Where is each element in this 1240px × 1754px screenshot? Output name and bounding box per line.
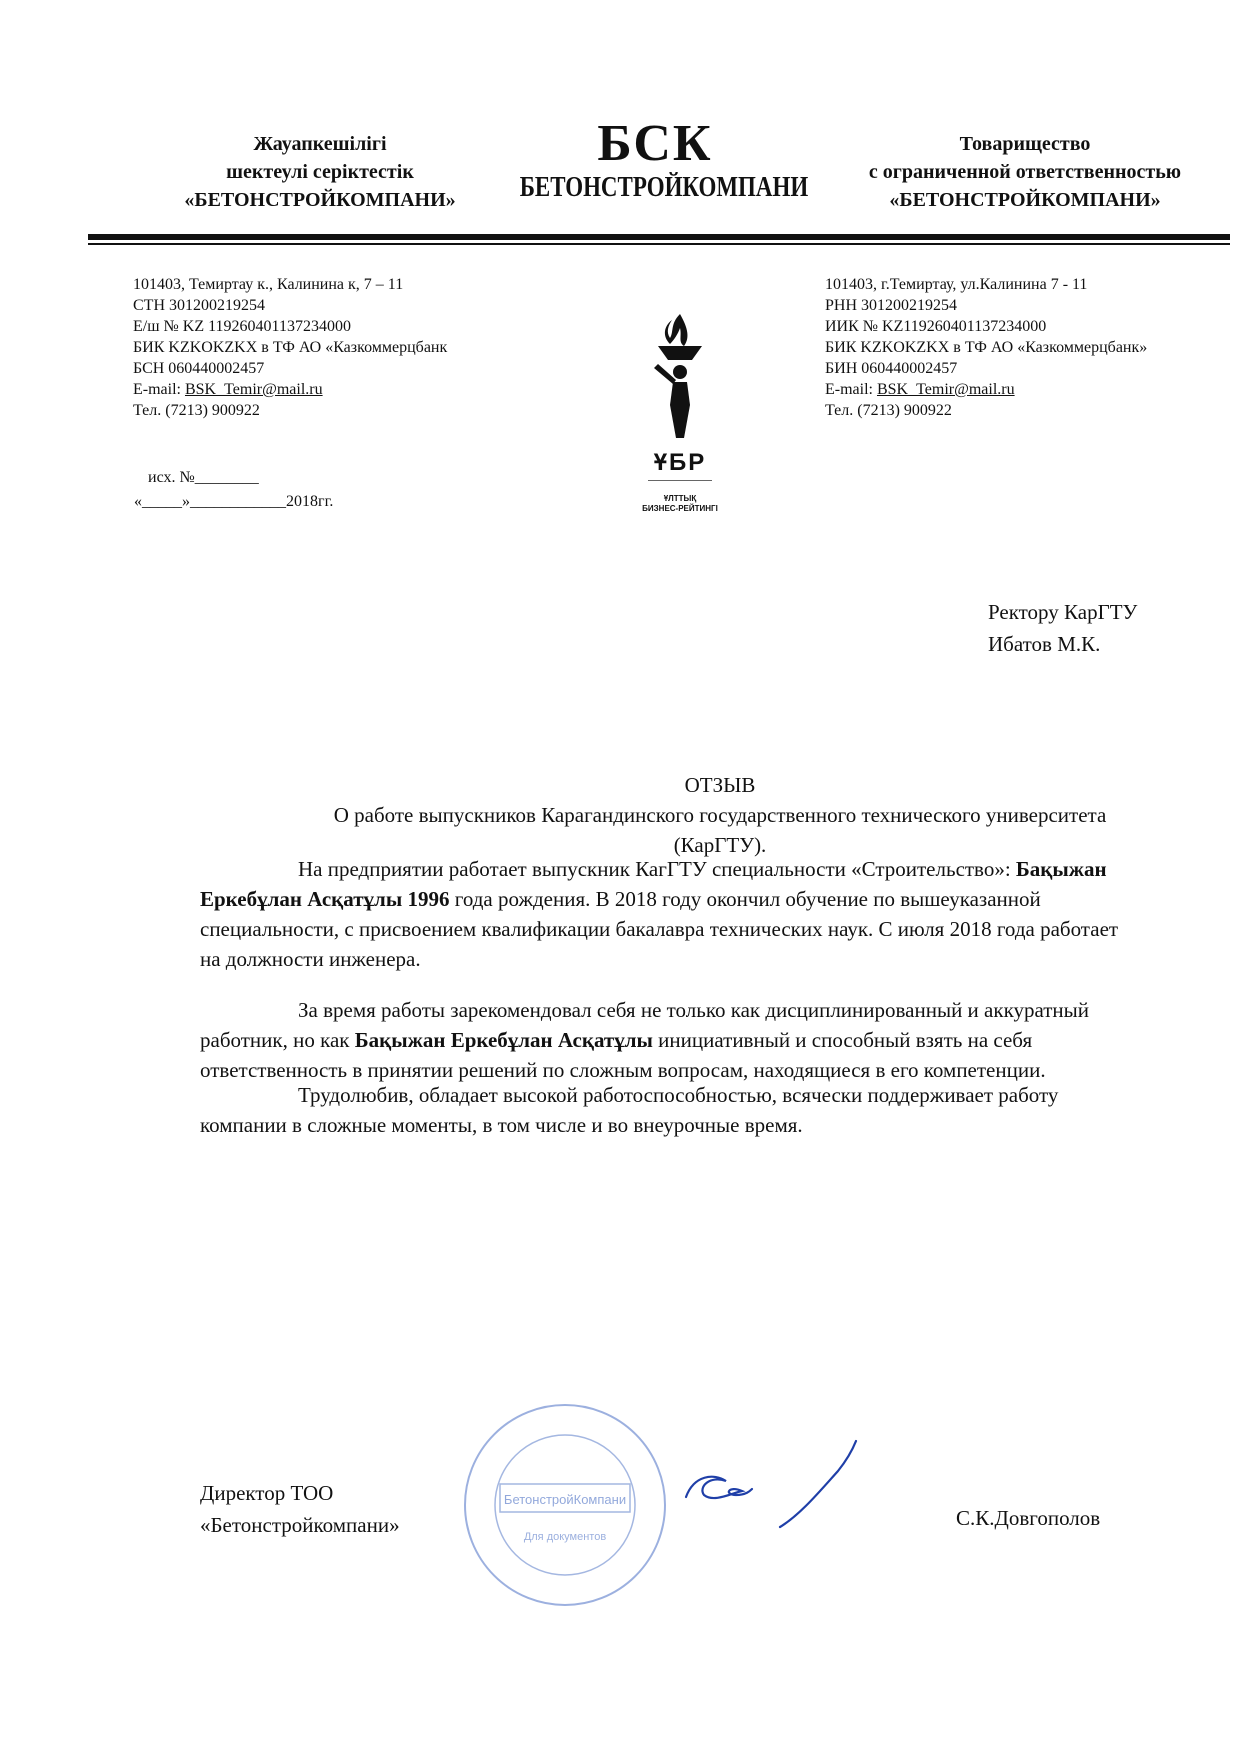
outgoing-number: исх. №________ <box>148 469 259 486</box>
requisite-line: БИК KZKOKZKX в ТФ АО «Казкоммерцбанк» <box>825 339 1148 356</box>
email-link[interactable]: BSK_Temir@mail.ru <box>876 381 1015 398</box>
torch-figure-icon <box>640 310 720 440</box>
header-right-line: Товарищество <box>959 133 1091 155</box>
outgoing-date: «_____»____________2018гг. <box>134 493 334 510</box>
position-line: «Бетонстройкомпани» <box>200 1513 400 1537</box>
letter-subtitle: О работе выпускников Карагандинского государственного технического университета <box>333 803 1107 827</box>
emblem-caption-line: ҰЛТТЫҚ <box>663 494 697 503</box>
header-right-name <box>840 130 1210 214</box>
requisite-email <box>825 379 1225 400</box>
text-run: На предприятии работает выпускник КагГТУ специальности «Строительство»: <box>298 857 1016 881</box>
letter-title: ОТЗЫВ <box>684 773 756 797</box>
signatory-name: С.К.Довгополов <box>956 1506 1101 1530</box>
stamp-center-text: БетонстройКомпани <box>503 1492 627 1507</box>
header-left-line: Жауапкешілігі <box>253 133 387 155</box>
letter-heading <box>200 770 1240 860</box>
text-run: инициативный и способный взять на себя ответственность в принятии решений по сложным вопросам, находящиеся в его компетенции. <box>200 1028 1046 1082</box>
header-right-line: «БЕТОНСТРОЙКОМПАНИ» <box>889 189 1161 211</box>
text-run: года рождения. В 2018 году окончил обучение по вышеуказанной специальности, с присвоением квалификации бакалавра технических наук. С июля 2018 года работает на должности инженера. <box>200 887 1119 971</box>
letter-paragraph-2 <box>200 995 1140 1085</box>
email-label: E-mail: <box>133 381 185 398</box>
requisite-phone: Тел. (7213) 900922 <box>825 402 952 419</box>
emblem-caption-line: БИЗНЕС-РЕЙТИНГІ <box>642 504 718 513</box>
header-right-line: с ограниченной ответственностью <box>868 161 1182 183</box>
position-line: Директор ТОО <box>200 1481 334 1505</box>
header-left-name <box>175 130 465 214</box>
email-label: E-mail: <box>825 381 877 398</box>
requisite-line: ИИК № KZ119260401137234000 <box>825 318 1047 335</box>
requisite-line: БИК KZKOKZKX в ТФ АО «Казкоммерцбанк <box>133 339 448 356</box>
company-logo-name: БЕТОНСТРОЙКОМПАНИ <box>519 172 809 203</box>
requisite-phone: Тел. (7213) 900922 <box>133 402 260 419</box>
employee-name: Бақыжан Еркебұлан Асқатұлы 1996 <box>200 857 1107 911</box>
company-logo-abbr: БСК <box>597 115 713 172</box>
requisite-line: БИН 060440002457 <box>825 360 958 377</box>
addressee-line: Ибатов М.К. <box>988 632 1101 656</box>
emblem-abbr: ҰБР <box>653 449 707 476</box>
requisite-address: 101403, г.Темиртау, ул.Калинина 7 - 11 <box>825 276 1088 293</box>
requisites-left <box>133 274 573 421</box>
emblem-divider <box>648 480 712 481</box>
addressee <box>988 596 1137 660</box>
employee-name: Бақыжан Еркебұлан Асқатұлы <box>354 1028 653 1052</box>
letter-subtitle-2: (КарГТУ). <box>673 833 767 857</box>
requisite-line: Е/ш № KZ 119260401137234000 <box>133 318 351 335</box>
letter-paragraph-3: Трудолюбив, обладает высокой работоспособностью, всячески поддерживает работу компании в сложные моменты, в том числе и во внеурочные время. <box>200 1083 1059 1137</box>
outgoing-reference <box>134 466 333 514</box>
addressee-line: Ректору КарГТУ <box>988 600 1138 624</box>
header-divider-thick <box>88 234 1230 240</box>
requisite-email <box>133 379 573 400</box>
header-left-line: шектеулі серіктестік <box>226 161 414 183</box>
header-divider-thin <box>88 243 1230 245</box>
stamp-caption: Для документов <box>523 1531 607 1543</box>
requisite-line: БСН 060440002457 <box>133 360 265 377</box>
emblem-caption <box>615 494 745 514</box>
email-link[interactable]: BSK_Temir@mail.ru <box>184 381 323 398</box>
requisites-right <box>825 274 1225 421</box>
text-run: За время работы зарекомендовал себя не только как дисциплинированный и аккуратный работник, но как <box>200 998 1090 1052</box>
header-left-line: «БЕТОНСТРОЙКОМПАНИ» <box>184 189 456 211</box>
requisite-address: 101403, Темиртау к., Калинина к, 7 – 11 <box>133 276 404 293</box>
requisite-line: РНН 301200219254 <box>825 297 958 314</box>
letter-paragraph-1 <box>200 854 1140 974</box>
handwritten-signature <box>680 1435 870 1540</box>
requisite-line: СТН 301200219254 <box>133 297 265 314</box>
company-stamp <box>460 1400 670 1610</box>
signatory-position <box>200 1477 400 1541</box>
